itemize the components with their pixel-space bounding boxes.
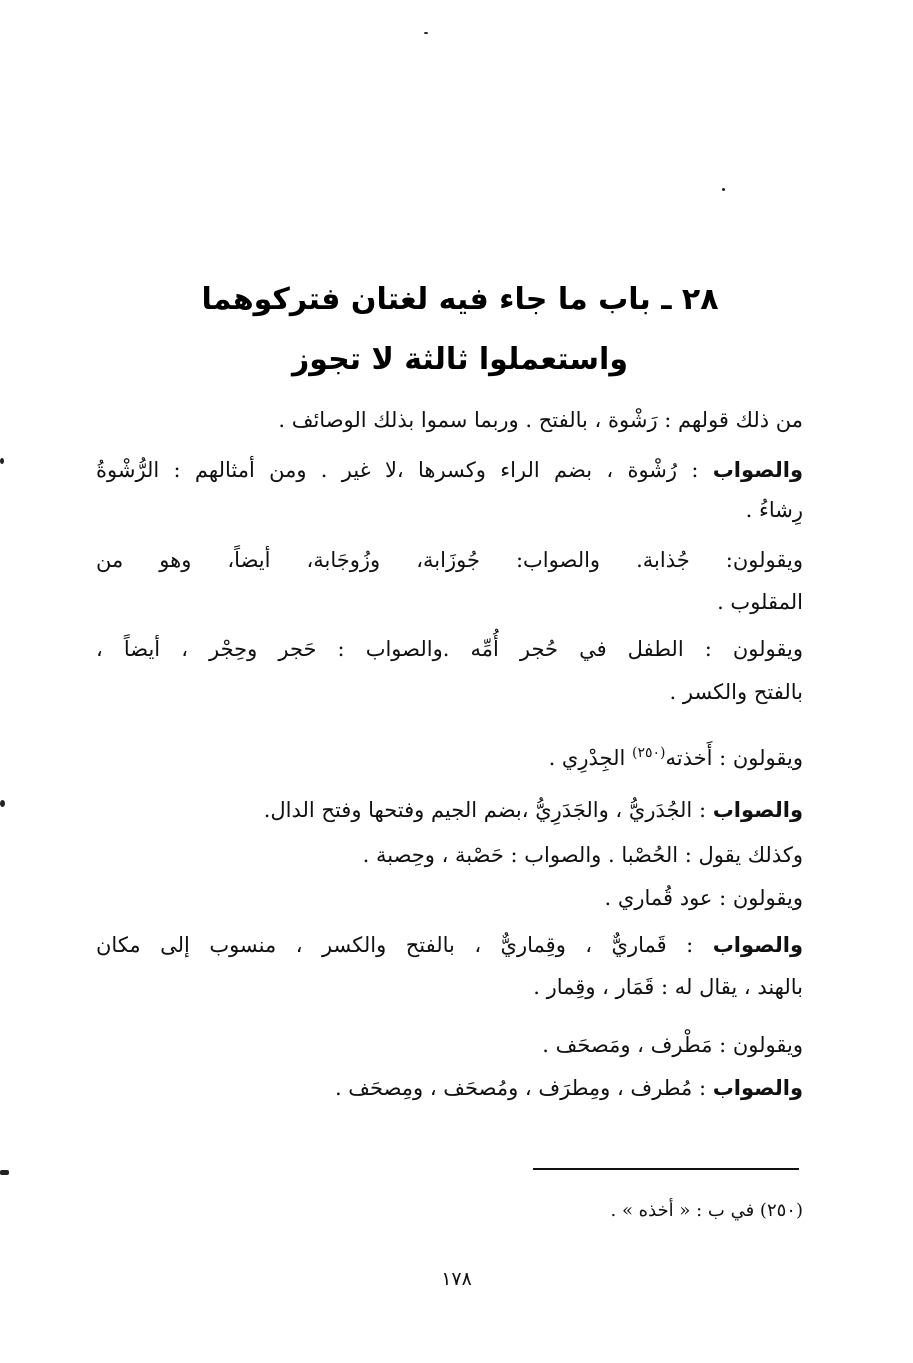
line-text: المقلوب . <box>717 590 803 614</box>
text-line <box>605 883 803 913</box>
footnote-marker[interactable]: (٢٥٠) <box>632 745 666 761</box>
line-text: : الجُدَريُّ ، والجَدَرِيُّ ،بضم الجيم وفتحها وفتح الدال. <box>263 798 713 822</box>
line-text: وكذلك يقول : الحُصْبا . والصواب : حَصْبة ، وحِصبة . <box>362 843 803 867</box>
chapter-title-line-1: ٢٨ ـ باب ما جاء فيه لغتان فتركوهما <box>201 282 719 317</box>
text-line <box>96 930 803 960</box>
text-line <box>278 405 803 435</box>
text-line <box>542 1030 803 1060</box>
line-text: رِشاءُ . <box>745 498 803 522</box>
line-text: بالهند ، يقال له : قَمَار ، وقِمار . <box>533 975 803 999</box>
text-line <box>533 972 803 1002</box>
text-line <box>96 545 803 575</box>
scan-speck <box>0 800 5 807</box>
line-text: الجِدْرِي . <box>548 746 632 770</box>
line-lead: والصواب <box>712 1076 803 1100</box>
line-text: ويقولون : الطفل في حُجر أُمِّه .والصواب : حَجر وحِجْر ، أيضاً ، <box>96 637 803 661</box>
line-text: : مُطرف ، ومِطرَف ، ومُصحَف ، ومِصحَف . <box>334 1076 713 1100</box>
scan-speck <box>722 188 725 191</box>
line-text: : رُشْوة ، بضم الراء وكسرها ،لا غير . ومن أمثالهم : الرُّشْوةُ <box>96 458 713 482</box>
line-text: من ذلك قولهم : رَشْوة ، بالفتح . وربما سموا بذلك الوصائف . <box>278 408 803 432</box>
line-lead: والصواب <box>712 458 803 482</box>
line-lead: والصواب <box>712 933 803 957</box>
line-text: ويقولون : مَطْرف ، ومَصحَف . <box>542 1033 803 1057</box>
line-text: بالفتح والكسر . <box>669 680 803 704</box>
page-number: ١٧٨ <box>441 1268 472 1290</box>
scan-speck <box>424 32 428 34</box>
footnote: (٢٥٠) في ب : « أخذه » . <box>610 1200 803 1221</box>
text-line <box>363 840 803 870</box>
line-text: ويقولون : أَخذته <box>665 746 803 770</box>
line-text: ويقولون : عود قُماري . <box>604 886 803 910</box>
text-line <box>96 455 803 485</box>
text-line <box>670 677 803 707</box>
scan-speck <box>0 458 4 464</box>
line-lead: والصواب <box>712 798 803 822</box>
line-text: ويقولون: جُذابة. والصواب: جُوزَابة، وزُوجَابة، أيضاً، وهو من <box>96 548 803 572</box>
text-line <box>746 495 803 525</box>
text-line <box>717 587 803 617</box>
line-text: : قَماريٌّ ، وقِماريٌّ ، بالفتح والكسر ، منسوب إلى مكان <box>96 933 713 957</box>
chapter-title-line-2: واستعملوا ثالثة لا تجوز <box>292 342 628 377</box>
scan-speck <box>0 1170 9 1175</box>
text-line <box>335 1073 803 1103</box>
text-line <box>549 738 803 773</box>
text-line <box>264 795 803 825</box>
footnote-divider <box>533 1168 799 1170</box>
text-line <box>96 634 803 664</box>
